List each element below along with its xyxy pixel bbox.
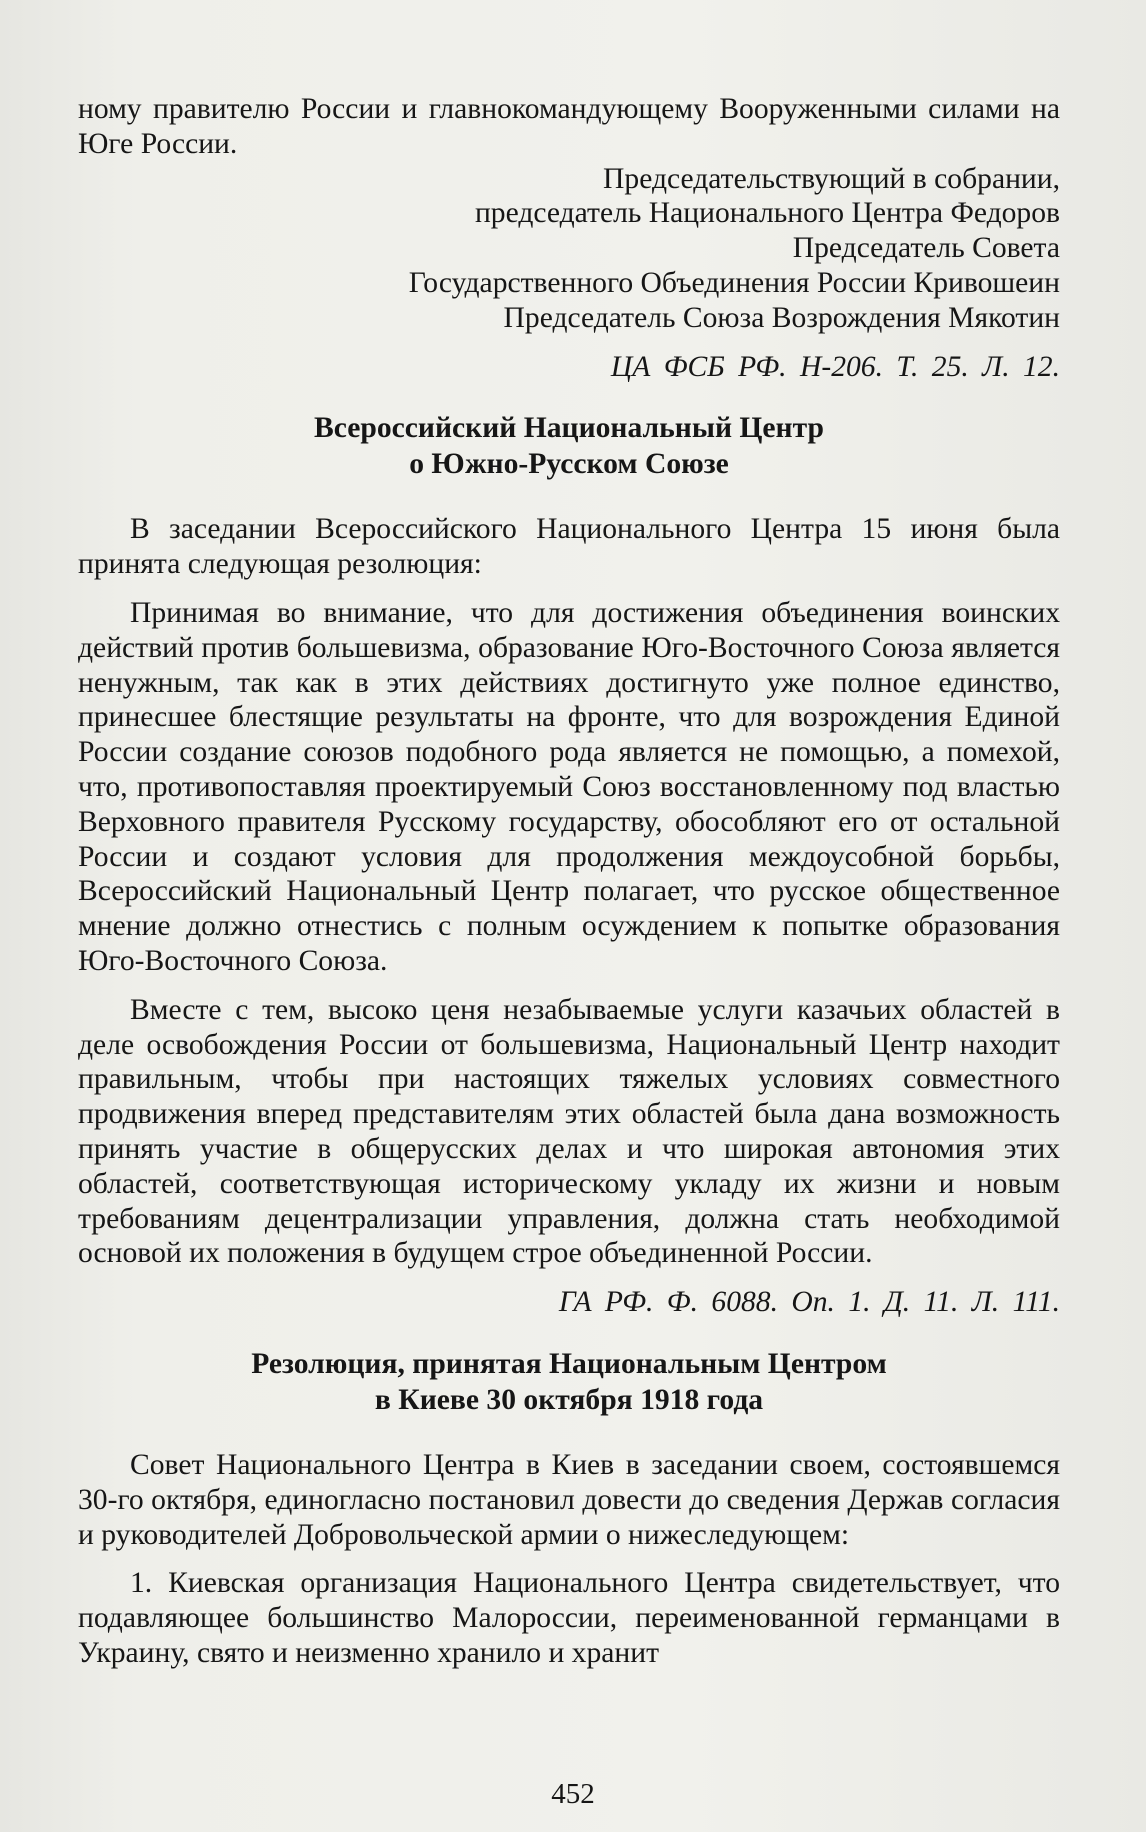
section-heading-line: Резолюция, принятая Национальным Центром (251, 1347, 887, 1380)
section-heading-line: о Южно-Русском Союзе (409, 448, 729, 481)
signature-line: Председатель Союза Возрождения Мякотин (503, 301, 1060, 334)
signature-line: Председательствующий в собрании, (603, 162, 1060, 195)
body-paragraph: 1. Киевская организация Национального Центра свидетельствует, что подавляющее большинство Малороссии, переименованной германцами в Украину, свято и неизменно хранило и хранит (78, 1567, 1060, 1669)
section-heading (78, 410, 1060, 482)
archive-source: ГА РФ. Ф. 6088. Оп. 1. Д. 11. Л. 111. (558, 1286, 1060, 1319)
continuation-paragraph: ному правителю России и главнокомандующему Вооруженными силами на Юге России. (78, 93, 1060, 160)
body-paragraph: Вместе с тем, высоко ценя незабываемые услуги казачьих областей в деле освобождения России от большевизма, Национальный Центр находит правильным, чтобы при настоящих тяжелых условиях совместного продвижения вперед представителям этих областей была дана возможность принять участие в общерусских делах и что широкая автономия этих областей, соответствующая историческому укладу их жизни и новым требованиям децентрализации управления, должна стать необходимой основой их положения в будущем строе объединенной России. (78, 993, 1060, 1270)
archive-source: ЦА ФСБ РФ. Н-206. Т. 25. Л. 12. (610, 350, 1060, 383)
section-heading-line: Всероссийский Национальный Центр (314, 412, 824, 445)
body-paragraph: В заседании Всероссийского Национального Центра 15 июня была принята следующая резолюция: (78, 513, 1060, 581)
body-paragraph: Совет Национального Центра в Киев в заседании своем, состоявшемся 30-го октября, единогласно постановил довести до сведения Держав согласия и руководителей Добровольческой армии о нижеследующем: (78, 1448, 1060, 1551)
signature-block (78, 162, 1060, 336)
body-paragraph: Принимая во внимание, что для достижения объединения воинских действий против большевизма, образование Юго-Восточного Союза является ненужным, так как в этих действиях достигнуто уже полное единство, принесшее блестящие результаты на фронте, что для возрождения Единой России создание союзов подобного рода является не помощью, а помехой, что, противопоставляя проектируемый Союз восстановленному под властью Верховного правителя Русскому государству, обособляют его от остальной России и создают условия для продолжения междоусобной борьбы, Всероссийский Национальный Центр полагает, что русское общественное мнение должно отнестись с полным осуждением к попытке образования Юго-Восточного Союза. (78, 596, 1060, 977)
signature-line: председатель Национального Центра Федоров (474, 197, 1060, 230)
page-number: 452 (551, 1778, 595, 1810)
signature-line: Председатель Совета (792, 232, 1060, 265)
page-text (78, 92, 1060, 1671)
section-heading-line: в Киеве 30 октября 1918 года (374, 1383, 764, 1416)
section-heading (78, 1346, 1060, 1418)
signature-line: Государственного Объединения России Кривошеин (408, 266, 1060, 299)
